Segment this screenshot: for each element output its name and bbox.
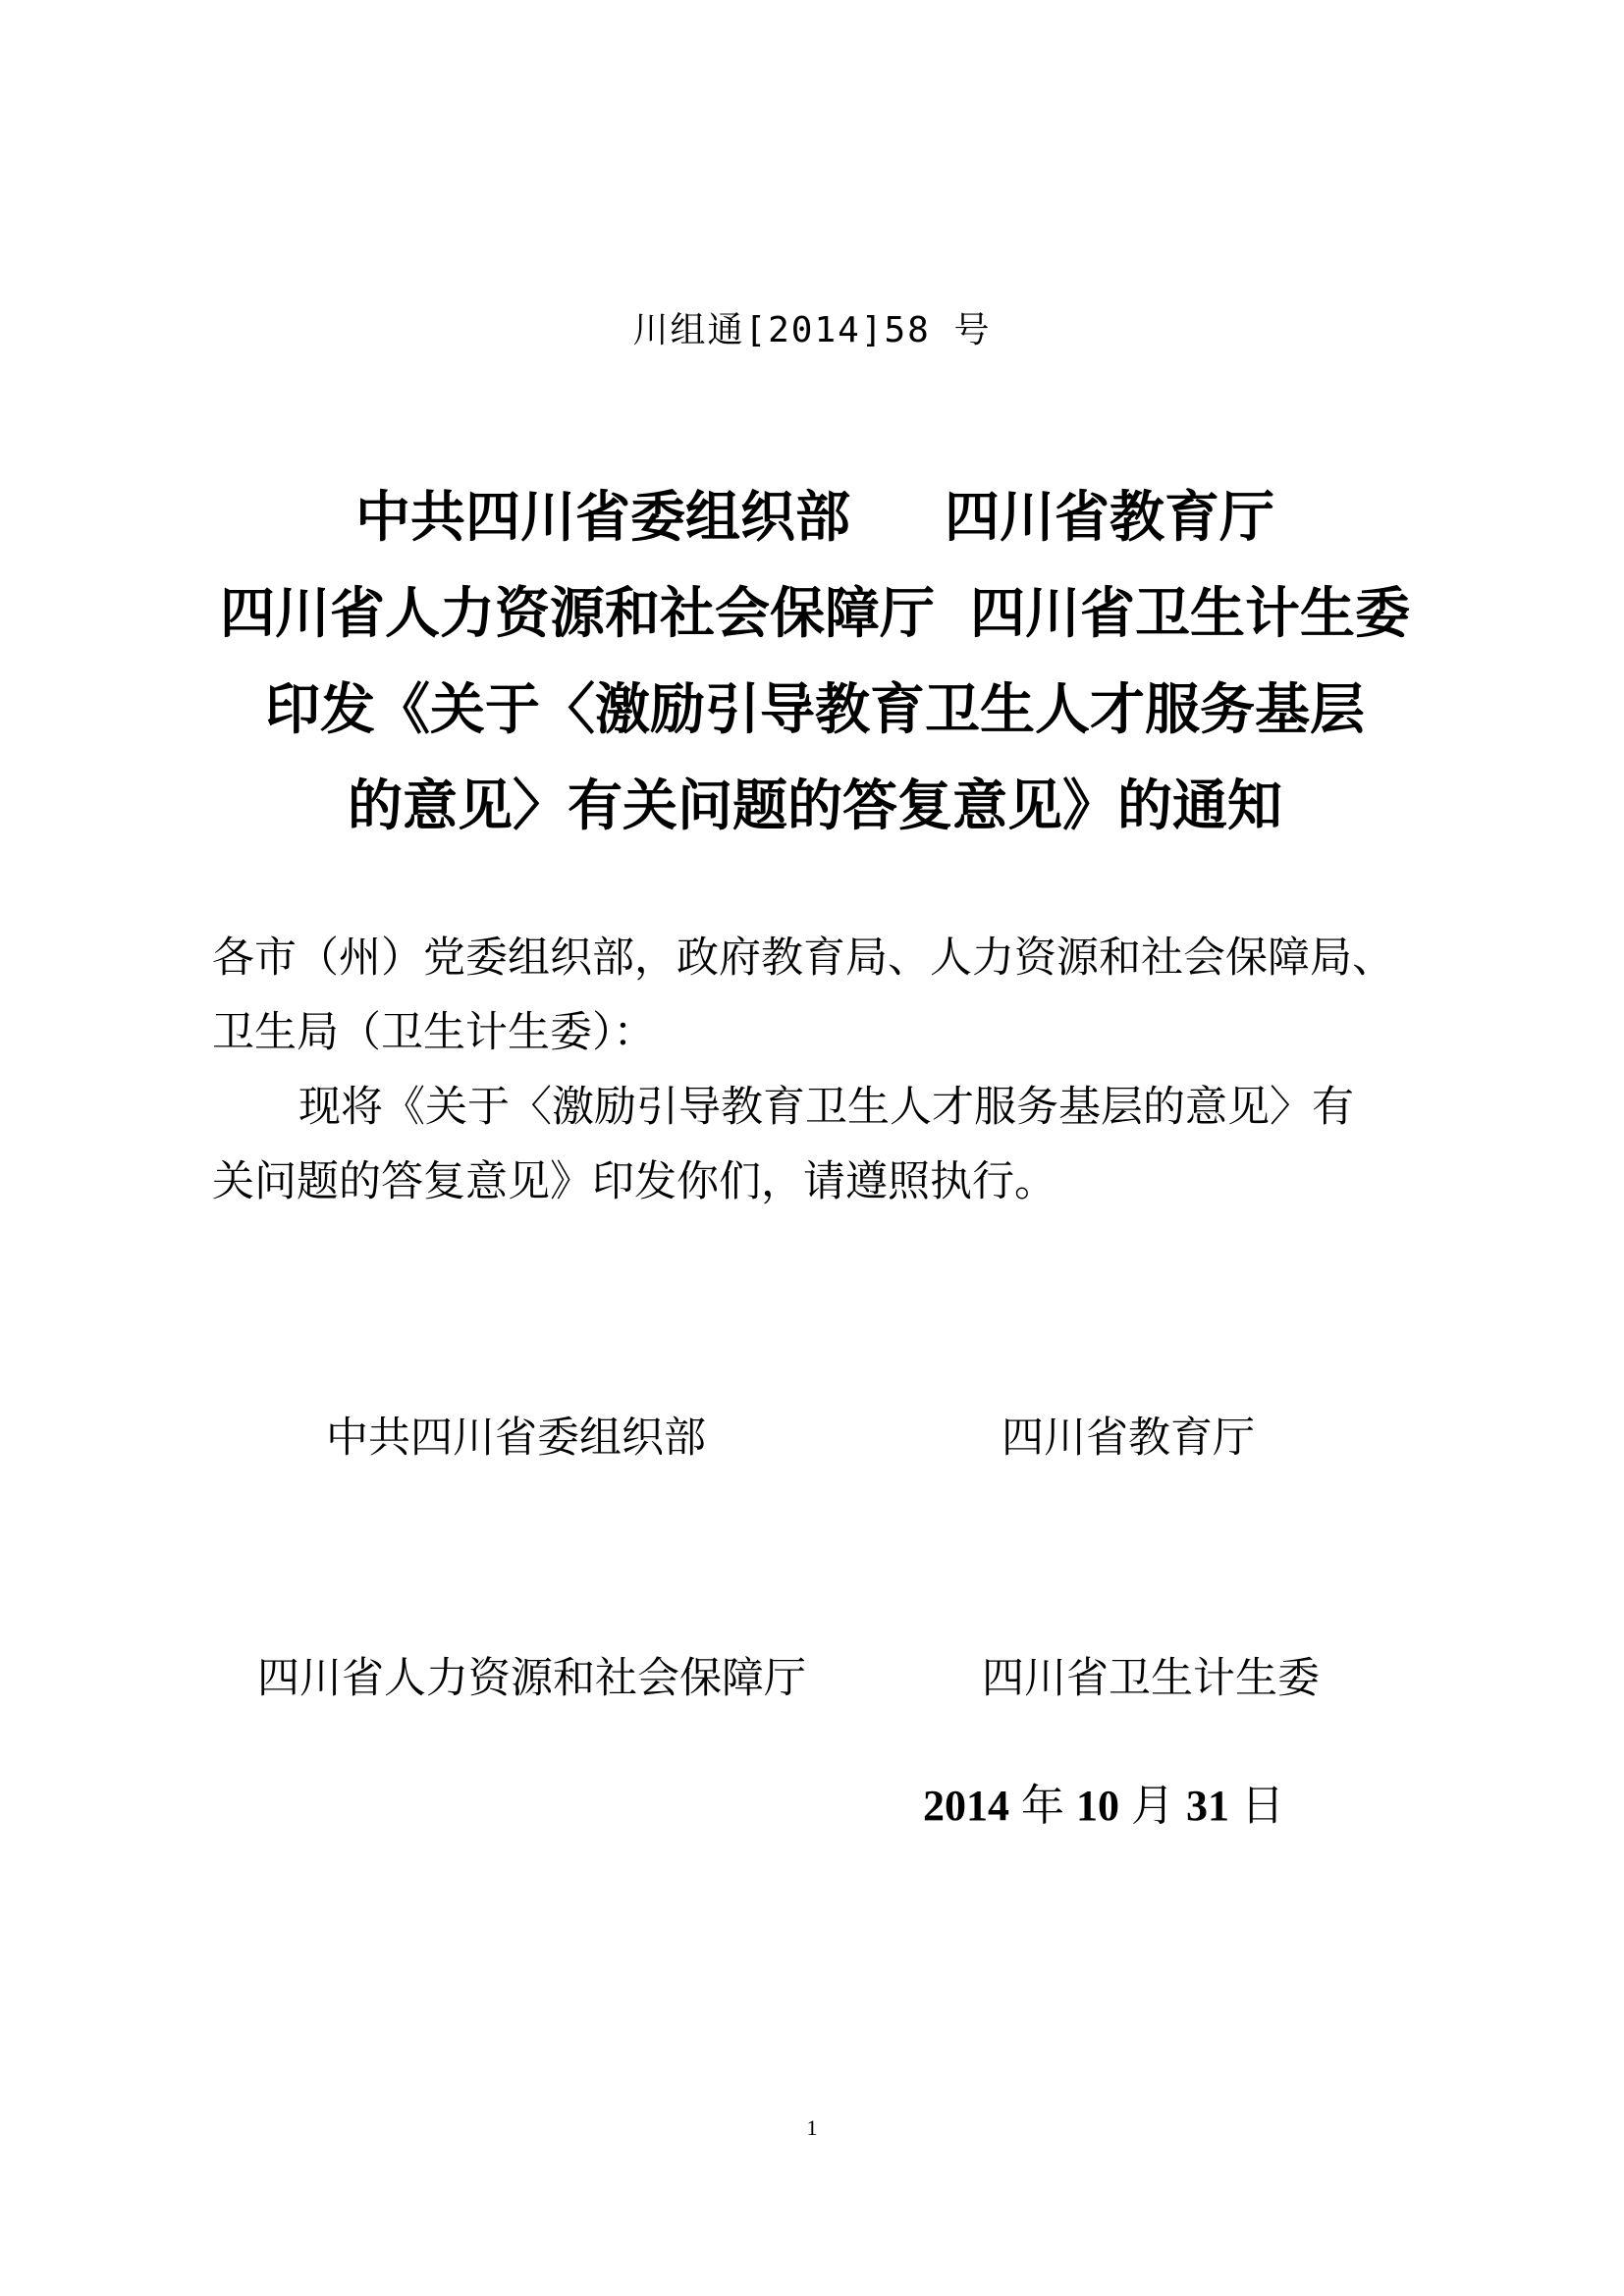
document-body: [212, 921, 1430, 1219]
signature-org-2: 四川省教育厅: [1001, 1414, 1255, 1463]
date-month-unit: 月: [1131, 1781, 1174, 1831]
date-year: 2014: [923, 1782, 1009, 1830]
signature-org-4: 四川省卫生计生委: [982, 1654, 1320, 1703]
paragraph-line-1: 现将《关于〈激励引导教育卫生人才服务基层的意见〉有: [298, 1083, 1354, 1132]
date-month: 10: [1076, 1782, 1119, 1830]
document-date: [923, 1777, 1296, 1836]
doc-number: 川组通[2014]58 号: [632, 310, 992, 350]
paragraph-line-2: 关问题的答复意见》印发你们，请遵照执行。: [212, 1157, 1056, 1206]
title-line-3: 印发《关于〈激励引导教育卫生人才服务基层: [265, 677, 1365, 742]
signature-org-1: 中共四川省委组织部: [326, 1414, 706, 1463]
date-day-unit: 日: [1241, 1781, 1284, 1831]
document-title: [196, 469, 1434, 854]
title-org-2: 四川省教育厅: [945, 485, 1274, 550]
recipients-line-2: 卫生局（卫生计生委）：: [212, 1008, 656, 1057]
title-org-3: 四川省人力资源和社会保障厅: [220, 581, 935, 646]
date-day: 31: [1186, 1782, 1229, 1830]
signature-org-3: 四川省人力资源和社会保障厅: [257, 1654, 806, 1703]
title-org-4: 四川省卫生计生委: [970, 581, 1410, 646]
title-line-4: 的意见〉有关问题的答复意见》的通知: [348, 774, 1282, 838]
page-number: 1: [806, 2115, 818, 2140]
title-org-1: 中共四川省委组织部: [355, 485, 850, 550]
title-line-2: [196, 565, 1434, 662]
recipients-line-1: 各市（州）党委组织部，政府教育局、人力资源和社会保障局、: [212, 934, 1394, 983]
date-year-unit: 年: [1021, 1781, 1064, 1831]
title-line-1: [196, 469, 1434, 565]
